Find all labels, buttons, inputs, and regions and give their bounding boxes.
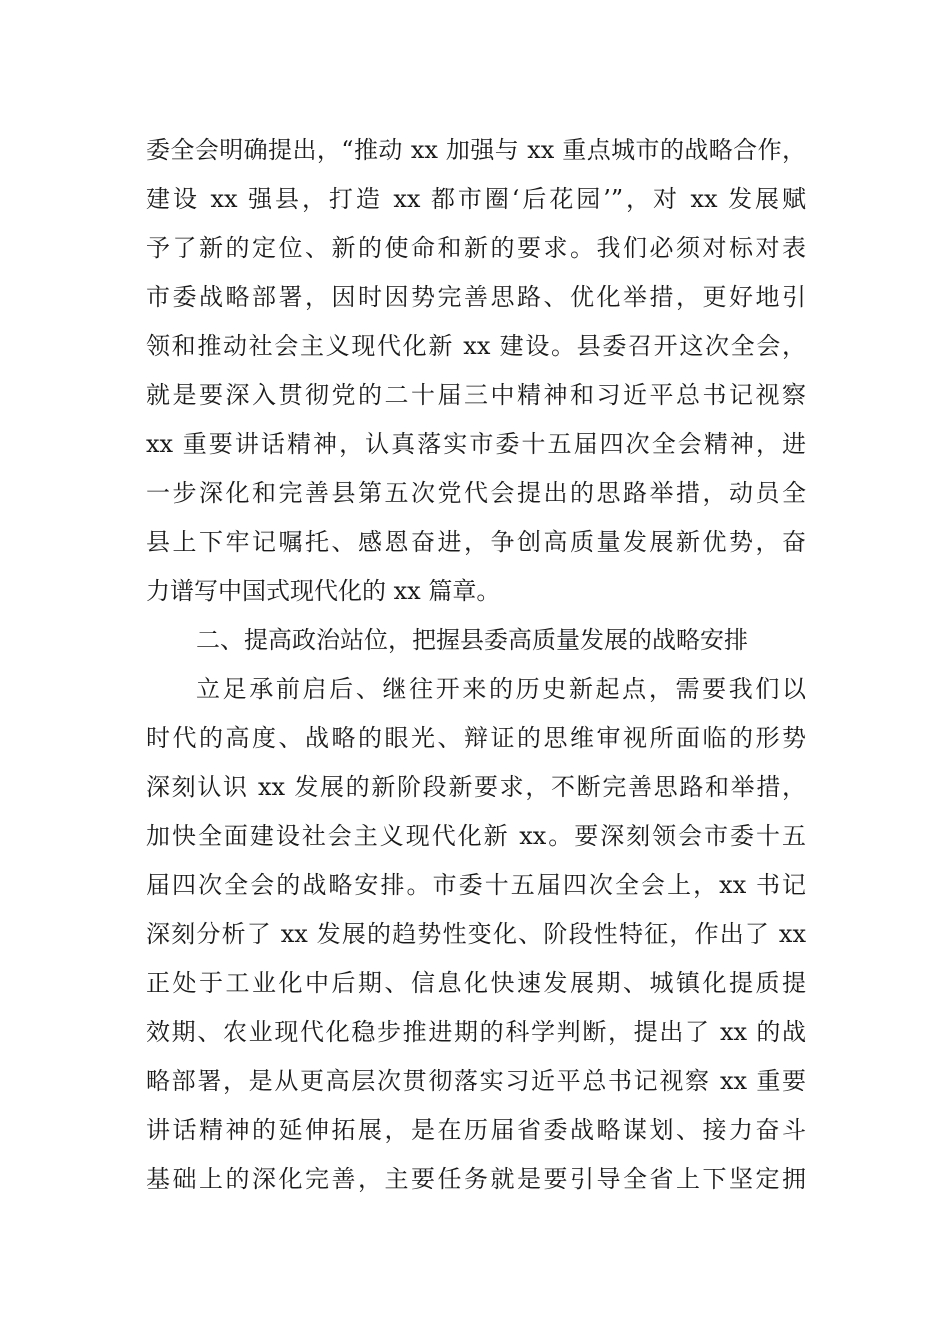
body-text-line: 县上下牢记嘱托、感恩奋进，争创高质量发展新优势，奋 [146,528,806,556]
body-text-line: 正处于工业化中后期、信息化快速发展期、城镇化提质提 [146,969,806,997]
body-text-line: 就是要深入贯彻党的二十届三中精神和习近平总书记视察 [146,381,806,409]
body-text-line: 深刻认识 xx 发展的新阶段新要求，不断完善思路和举措， [146,773,806,801]
body-text-line: 领和推动社会主义现代化新 xx 建设。县委召开这次全会， [146,332,806,360]
body-text-line: 一步深化和完善县第五次党代会提出的思路举措，动员全 [146,479,806,507]
body-text-line: 时代的高度、战略的眼光、辩证的思维审视所面临的形势 [146,724,806,752]
body-text-line: xx 重要讲话精神，认真落实市委十五届四次全会精神，进 [146,430,806,458]
body-text-line: 力谱写中国式现代化的 xx 篇章。 [146,577,501,605]
body-text-line: 略部署，是从更高层次贯彻落实习近平总书记视察 xx 重要 [146,1067,806,1095]
body-text-line: 加快全面建设社会主义现代化新 xx。要深刻领会市委十五 [146,822,806,850]
body-text-line: 效期、农业现代化稳步推进期的科学判断，提出了 xx 的战 [146,1018,806,1046]
body-text-line: 基础上的深化完善，主要任务就是要引导全省上下坚定拥 [146,1165,806,1193]
body-text-line: 予了新的定位、新的使命和新的要求。我们必须对标对表 [146,234,806,262]
section-heading: 二、提高政治站位，把握县委高质量发展的战略安排 [196,626,748,654]
body-text-line: 市委战略部署，因时因势完善思路、优化举措，更好地引 [146,283,806,311]
body-text-line: 立足承前启后、继往开来的历史新起点，需要我们以 [196,675,806,703]
body-text-line: 深刻分析了 xx 发展的趋势性变化、阶段性特征，作出了 xx [146,920,806,948]
body-text-line: 建设 xx 强县，打造 xx 都市圈‘后花园’”，对 xx 发展赋 [146,185,806,213]
body-text-line: 委全会明确提出，“推动 xx 加强与 xx 重点城市的战略合作， [146,136,806,164]
body-text-line: 讲话精神的延伸拓展，是在历届省委战略谋划、接力奋斗 [146,1116,806,1144]
body-text-line: 届四次全会的战略安排。市委十五届四次全会上，xx 书记 [146,871,806,899]
